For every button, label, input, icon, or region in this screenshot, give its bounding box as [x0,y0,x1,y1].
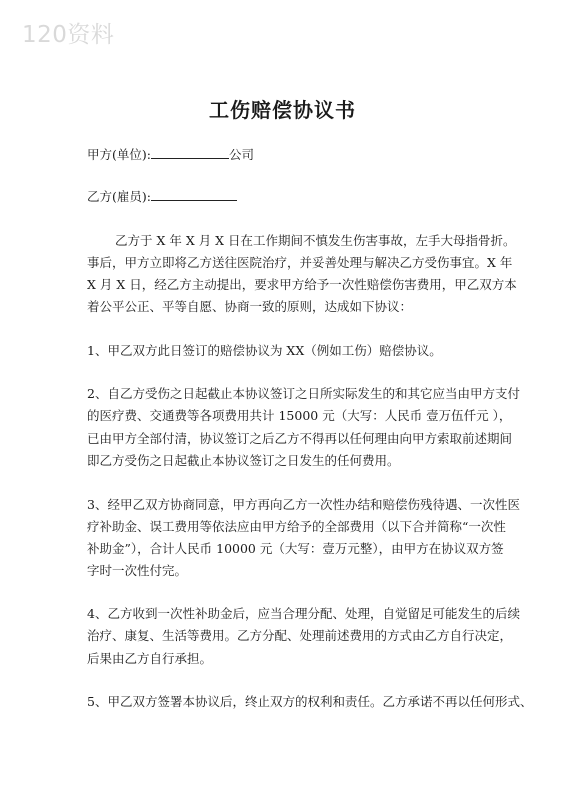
party-b-blank [151,188,237,201]
intro-line: X 月 X 日，经乙方主动提出，要求甲方给予一次性赔偿伤害费用，甲乙双方本 [87,277,517,292]
clause-2-line: 2、自乙方受伤之日起截止本协议签订之日所实际发生的和其它应当由甲方支付 [87,386,520,401]
watermark-logo: 120资料 [22,22,115,48]
clause-2-line: 即乙方受伤之日起截止本协议签订之日发生的任何费用。 [87,453,400,468]
party-a-line [87,146,254,163]
clause-4-line: 后果由乙方自行承担。 [87,651,213,666]
party-b-label: 乙方(雇员): [87,189,151,204]
clause-3-line: 字时一次性付完。 [87,563,188,578]
clause-4-line: 4、乙方收到一次性补助金后，应当合理分配、处理，自觉留足可能发生的后续 [87,606,520,621]
clause-3-line: 3、经甲乙双方协商同意，甲方再向乙方一次性办结和赔偿伤残待遇、一次性医 [87,497,520,512]
intro-line: 事后，甲方立即将乙方送往医院治疗，并妥善处理与解决乙方受伤事宜。X 年 [87,255,513,270]
intro-line: 乙方于 X 年 X 月 X 日在工作期间不慎发生伤害事故，左手大母指骨折。 [115,233,516,248]
intro-line: 着公平公正、平等自愿、协商一致的原则，达成如下协议： [87,299,413,314]
party-a-blank [151,146,229,159]
party-b-line [87,188,237,205]
clause-5-line: 5、甲乙双方签署本协议后，终止双方的权利和责任。乙方承诺不再以任何形式、 [87,694,533,709]
clause-1-line: 1、甲乙双方此日签订的赔偿协议为 XX（例如工伤）赔偿协议。 [87,343,442,358]
party-a-label: 甲方(单位): [87,147,151,162]
clause-4-line: 治疗、康复、生活等费用。乙方分配、处理前述费用的方式由乙方自行决定， [87,628,513,643]
document-title: 工伤赔偿协议书 [209,98,356,122]
clause-2-line: 的医疗费、交通费等各项费用共计 15000 元（大写：人民币 壹万伍仟元 ）， [87,408,512,423]
clause-3-line: 疗补助金、误工费用等依法应由甲方给予的全部费用（以下合并简称“一次性 [87,519,506,534]
party-a-suffix: 公司 [228,147,254,162]
clause-2-line: 已由甲方全部付清，协议签订之后乙方不得再以任何理由向甲方索取前述期间 [87,431,513,446]
clause-3-line: 补助金”），合计人民币 10000 元（大写：壹万元整），由甲方在协议双方签 [87,541,504,556]
